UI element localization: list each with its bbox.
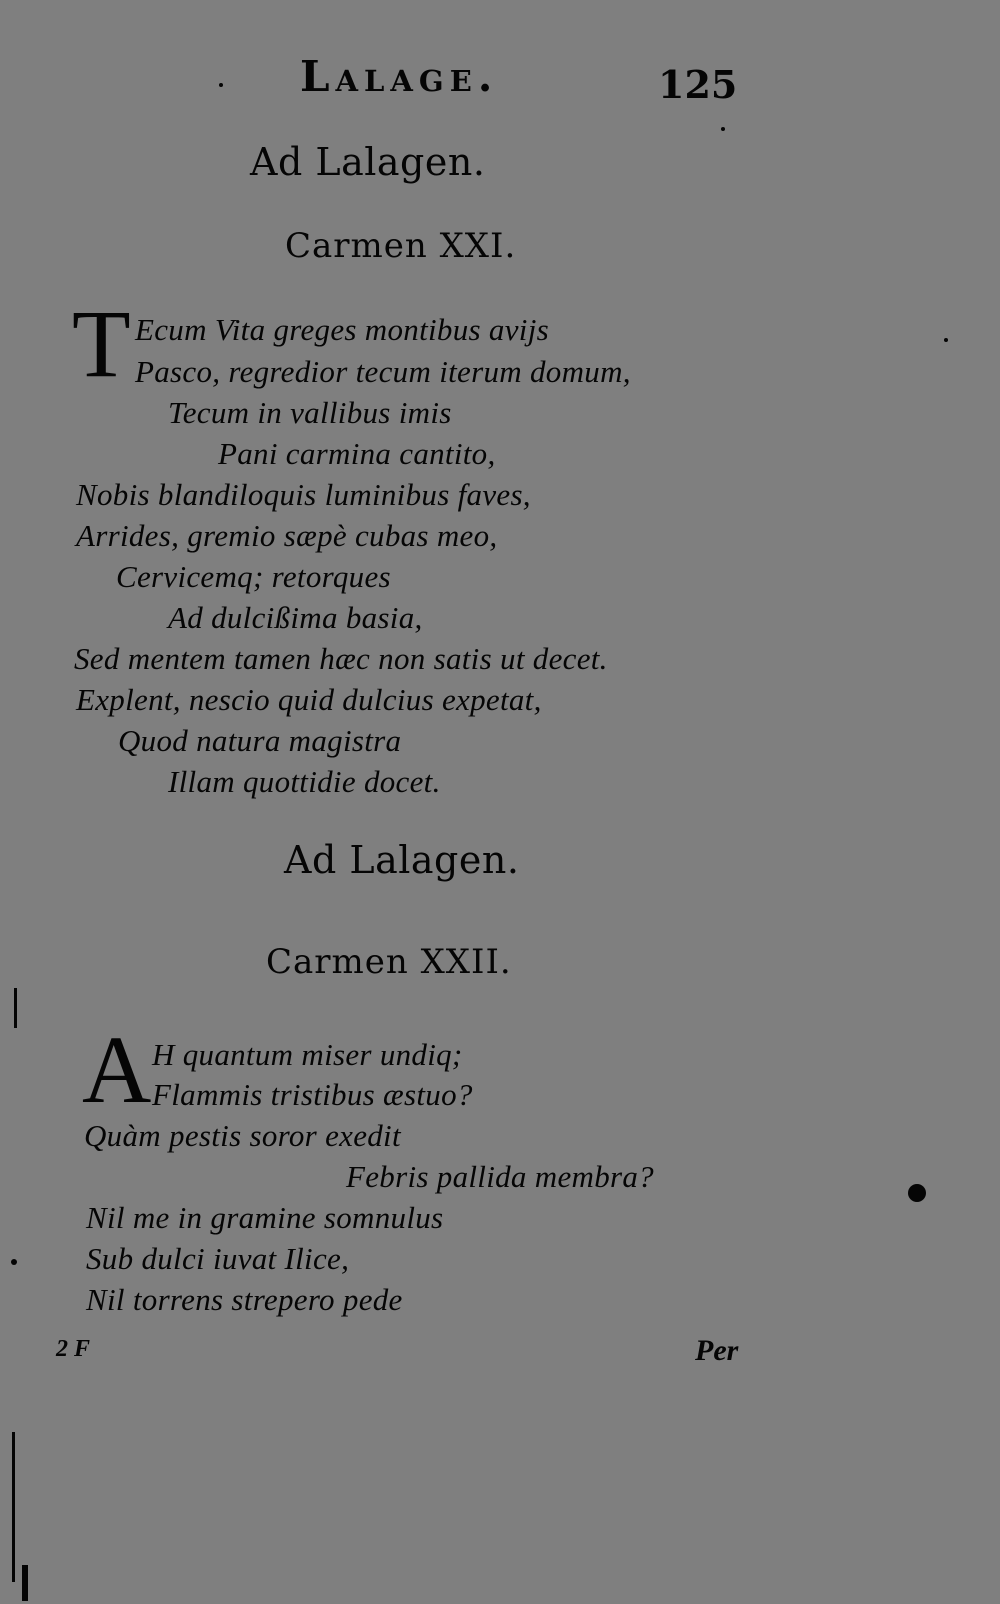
poem-2-drop-cap: A — [82, 1016, 152, 1123]
poem-2-heading: Ad Lalagen. — [284, 838, 520, 882]
poem-1-line: Pasco, regredior tecum iterum domum, — [135, 354, 631, 389]
poem-1-line: Explent, nescio quid dulcius expetat, — [76, 682, 542, 717]
poem-1-line: Illam quottidie docet. — [168, 764, 441, 799]
page-number: 125 — [658, 62, 738, 107]
catchword: Per — [695, 1334, 739, 1367]
poem-2-line: Nil me in gramine somnulus — [86, 1200, 444, 1235]
poem-1-line: Arrides, gremio sæpè cubas meo, — [76, 518, 498, 553]
poem-1-line: Ecum Vita greges montibus avijs — [135, 312, 549, 347]
poem-2-line: Febris pallida membra? — [346, 1159, 654, 1194]
poem-2-line: Quàm pestis soror exedit — [84, 1118, 401, 1153]
poem-1-line: Ad dulcißima basia, — [168, 600, 423, 635]
running-title: Lalage. — [300, 52, 499, 101]
poem-1-drop-cap: T — [72, 290, 131, 397]
poem-1-line: Quod natura magistra — [118, 723, 402, 758]
poem-1-line: Nobis blandiloquis luminibus faves, — [76, 477, 531, 512]
poem-2-line: Nil torrens strepero pede — [86, 1282, 403, 1317]
poem-1-line: Cervicemq; retorques — [116, 559, 391, 594]
poem-1-line: Sed mentem tamen hæc non satis ut decet. — [74, 641, 608, 676]
poem-2-line: H quantum miser undiq; — [152, 1037, 463, 1072]
poem-1-line: Tecum in vallibus imis — [168, 395, 452, 430]
poem-2-line: Sub dulci iuvat Ilice, — [86, 1241, 350, 1276]
poem-1-subheading: Carmen XXI. — [285, 226, 517, 266]
poem-1-heading: Ad Lalagen. — [250, 140, 486, 184]
poem-2-subheading: Carmen XXII. — [266, 942, 512, 982]
poem-1-line: Pani carmina cantito, — [218, 436, 496, 471]
poem-2-line: Flammis tristibus æstuo? — [152, 1077, 473, 1112]
signature-mark: 2 F — [56, 1336, 91, 1362]
